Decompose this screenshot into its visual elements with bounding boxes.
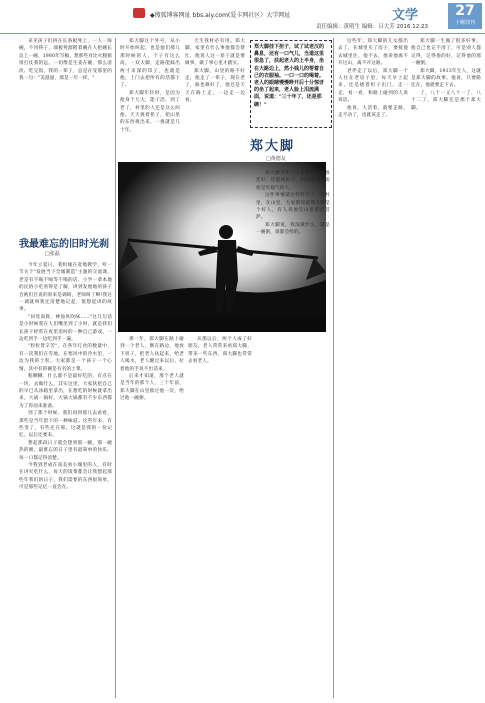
page-number: 27: [455, 3, 475, 19]
left-article-byline: □张磊: [45, 251, 60, 257]
paragraph: 那一年，郑大脚在路上碰到一个老人，倒在路边，他放下担子，把老人扶起来，给老人喝水，老人醒过来以后，拉着他的手说不出话来。: [120, 337, 184, 372]
paragraph: 这件事情就这样传开了，在村里，在山里，大家都知道郑大脚是个好人，有人说他是山里的活菩萨。: [256, 193, 330, 221]
paragraph: 郑大脚年轻时，是因为他身个儿大，能干活，到了老了，村里的人还是这么叫他。天天挑着担子，把山里的东西挑出来，一挑就是几十年。: [120, 90, 180, 133]
logo-stamp-icon: [133, 8, 145, 18]
paragraph: 粘糊糊，什么都不是最好吃的，有点在一块，去做什么，其实这里，大家伙把自己的早已从冰箱里拿出，在想吃的时候就拿出来。大锅一锅好，大锅大锅都有不少东西都为了你而来准备。: [19, 374, 112, 409]
paragraph: 郑大脚，1913年生人，这就是郑大脚的故事。他说，只要路还在，他就要走下去。: [411, 68, 481, 89]
paragraph: 今年立夏日，我机缘在宽地教学，听一节关于"发展当下全城制造"主题的交流课，老是有不喝不喝等不喝的话、小学一辈本地的民俗小吃看得是了解，讲到发展地的孩子会被们目说的原来是调研，老师叫了啊!我这一调就叫我还清楚地记起，很想起讲的故事。: [19, 263, 112, 313]
paragraph: 郑大脚一生做了很多好事，他自己也记不清了，可是别人都记得，记得他的好，记得他的那一碗粥。: [411, 39, 481, 67]
header-slogan: ◆搜狐博客网址 bbs.aiy.com(爱卡网社区）大学网址: [150, 12, 291, 19]
main-column-2-top: [185, 38, 245, 160]
right-column-2: [411, 38, 481, 698]
editor-line: 责任编辑：黄明生 编辑：吕大芳 2016.12.23: [316, 24, 428, 30]
paragraph: 想起那段日子就会想到那一碗，那一碗热的粥，最难忘的日子里有最简单的快乐，每一口都记得清楚。: [19, 440, 112, 461]
main-column-3: [256, 170, 330, 698]
page-header: [0, 0, 485, 32]
pull-quote-text: 郑大脚挂下担子，试了试老汉的鼻息，还有一口气儿，当道这里很急了，扶起老人的上半身，坐在大路边上，然小钱儿的帮着自己的衣服袖。一口一口的喝着。老人的眼睛慢慢睁开后十分惊讶的坐了起来，老人脸上泪流满面，说道："三十年了，还是那碗！": [254, 44, 325, 108]
left-article-body: [19, 262, 112, 698]
header-rule: [0, 33, 485, 34]
section-title: 文学: [392, 8, 419, 23]
paragraph: 后来才知道，那个老人就是当年的那个人，三十年前，郑大脚在山里救过他一次，给过他一碗粥。: [120, 374, 184, 402]
main-column-1-top: [120, 38, 180, 160]
paragraph: 今我到老成在南美看小城里的人，有时在讲究吃什么，每天的饭菜都会让我想起那些年我们的日子，我们需要的东西很简单，可是那些记忆一直会在。: [19, 462, 112, 491]
paragraph: 郑大脚今年八十多岁了，身体还好，还能挑担子，村里的人都说他是有福气的人。: [256, 171, 330, 191]
paragraph: 了，八十一又八十一了，八十二了，郑大脚还是那个郑大脚。: [411, 90, 481, 111]
paragraph: 到了那个时候，我们再到那儿去看看，那些是当年留下的一种味道。这些年来，有些变了，有些还在那。这就是我的一份记忆，以后还要来。: [19, 411, 112, 439]
paragraph: 郑大脚，山里的路不好走，他走了一辈子，现在老了，路也修好了，他还是天天在路上走，一边走一边看。: [185, 68, 245, 104]
paragraph: 老伴走了以后，郑大脚一个人住在老房子里，每天早上起来，还是挑着担子出门，走一走，看一看，和路上碰到的人说说话。: [338, 68, 408, 104]
page-number-box: [448, 3, 482, 29]
column-divider: [115, 38, 116, 698]
column-divider: [333, 38, 334, 698]
main-column-2-bottom: [188, 336, 252, 698]
paragraph: 郑大脚这个外号，从小时开始叫起。也是他们那儿那时候的人，个子有这么高，一双大脚，走路能踩出两寸来深的印子，也就是他，上门去把所有的活都干了。: [120, 39, 180, 89]
left-intro-text: 来见孩子们拼在长条板凳上，一人一海碗，不用筷子，端板凳溜稻着碗在人把碗长边上一碗、1980年写稿，想那些对比火腿猪排打仗我的远。一切像是生姜在碗、那么清淡、吃完饭，我的一辈子，总是在受那里的我一句："美滋滋，那是一年一样。": [19, 39, 112, 82]
paragraph: 他说，人活着，就要走路，走不动了，也就该走了。: [338, 105, 408, 119]
right-column-1: [338, 38, 408, 698]
paragraph: "粒粒皆辛苦"，在各年打食的数量中，有一次我们在雪地、在寒风中的冷水里，一边为我的土粒。大家都是一个孩子一个心情，其中有的碗是有名的土菜。: [19, 344, 112, 372]
left-article-title: 我最难忘的旧时光刹: [19, 239, 109, 250]
paragraph: 从那以后，两个人成了好朋友，老人常常来看郑大脚，带来一些东西，郑大脚也常常去看老人。: [188, 337, 252, 365]
main-column-1-bottom: [120, 336, 184, 698]
main-article-title: 郑大脚: [250, 139, 296, 154]
left-intro-column: [19, 38, 112, 228]
pull-quote-box: [250, 40, 332, 128]
page-section: 十堰周刊: [454, 20, 475, 26]
paragraph: "问母南辉，神仙风吹味……"这几句话是小时候我在人们嘴里到了小时，就是我们长孩子经常在夜里追时的一种自己游戏，一边吃到手一边吃到手一遍。: [19, 314, 112, 343]
main-article-byline: □黄德友: [266, 156, 286, 162]
paragraph: 这些年，郑大脚的儿女都出去了，在城里买了房子，要接他去城里住，他不去，他说他离不开这山，离不开这路。: [338, 39, 408, 67]
paragraph: 天生我材必有用。郑大脚，家里有什么事他都会帮忙，他说人这一辈子就是要做事，做了事心里才踏实。: [185, 39, 245, 67]
paragraph: 郑大脚说，我没做什么，就是一碗粥，谁都会给的。: [256, 222, 330, 236]
